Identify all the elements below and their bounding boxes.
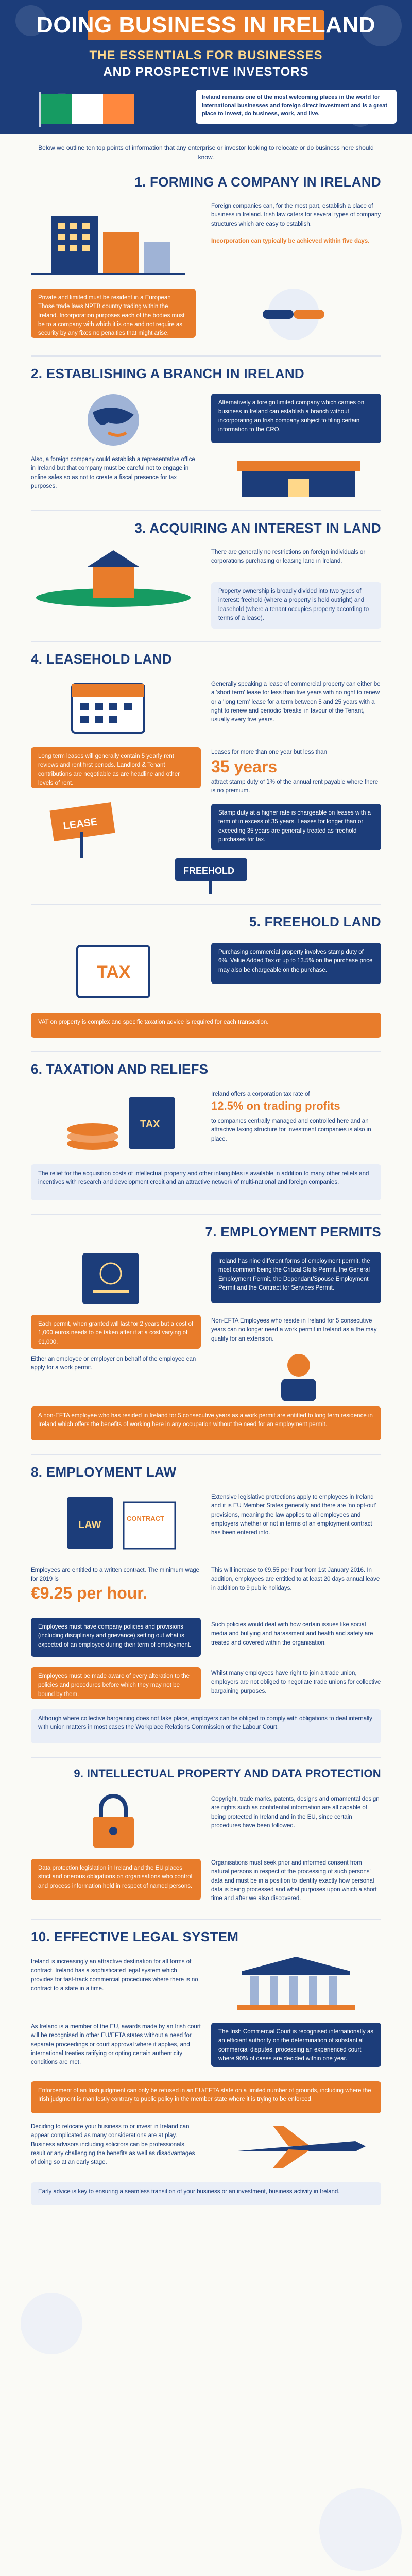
section-5-note: VAT on property is complex and specific taxation advice is required for each transaction. bbox=[31, 1013, 381, 1038]
section-4-title: 4. LEASEHOLD LAND bbox=[31, 651, 172, 667]
section-4-stat: 35 years bbox=[211, 757, 278, 776]
tax-label-2: TAX bbox=[140, 1118, 160, 1130]
page-subtitle-2: AND PROSPECTIVE INVESTORS bbox=[103, 65, 309, 79]
worker-illustration bbox=[221, 1350, 376, 1401]
section-7-callout: Ireland has nine different forms of employment permit, the most common being the Critical Skills Permit, the General Employment Permit, the Dependant/Spouse Employment Permit and the Contract for Services Permit. bbox=[211, 1252, 381, 1303]
section-6-title: 6. TAXATION AND RELIEFS bbox=[31, 1061, 209, 1077]
divider bbox=[31, 1919, 381, 1920]
contract-label: CONTRACT bbox=[127, 1515, 164, 1522]
land-illustration bbox=[31, 546, 196, 608]
globe-illustration bbox=[31, 392, 196, 448]
divider bbox=[31, 1757, 381, 1758]
intro-card: Ireland remains one of the most welcoming places in the world for international businesses and foreign direct investment and is a great place to invest, do business, work, and live. bbox=[196, 90, 397, 124]
section-1-heading bbox=[31, 174, 381, 198]
header-banner bbox=[0, 0, 412, 134]
section-4-lease-text-2: attract stamp duty of 1% of the annual rent payable where there is no premium. bbox=[211, 779, 379, 794]
ireland-flag-icon bbox=[31, 91, 160, 127]
handshake-illustration bbox=[216, 286, 371, 343]
page-subtitle-1: THE ESSENTIALS FOR BUSINESSES bbox=[89, 48, 323, 62]
section-10-callout: The Irish Commercial Court is recognised internationally as an efficient authority on the determination of substantial commercial disputes, processing an experienced court where 90% of cases are decided within one year. bbox=[211, 2023, 381, 2067]
section-10-title: 10. EFFECTIVE LEGAL SYSTEM bbox=[31, 1929, 239, 1944]
section-8-wage-text: Employees are entitled to a written contract. The minimum wage for 2019 is bbox=[31, 1567, 200, 1583]
freehold-sign-illustration bbox=[82, 855, 340, 896]
lease-label: LEASE bbox=[62, 816, 98, 833]
section-3-heading bbox=[31, 520, 381, 544]
divider bbox=[31, 1051, 381, 1052]
section-2-text: Also, a foreign company could establish a representative office in Ireland but that company must be careful not to engage in online sales so as not to create a fiscal presence for tax purposes. bbox=[31, 456, 195, 489]
section-4-heading bbox=[31, 651, 381, 675]
section-8-callout-2: Employees must be made aware of every alteration to the policies and procedures before which they may not be bound by them. bbox=[31, 1667, 201, 1699]
section-1-text: Foreign companies can, for the most part, establish a place of business in Ireland. Irish law caters for several types of company structures which are easy to establish. bbox=[211, 203, 381, 227]
divider bbox=[31, 1454, 381, 1455]
section-2-title: 2. ESTABLISHING A BRANCH IN IRELAND bbox=[31, 366, 304, 381]
divider bbox=[31, 641, 381, 642]
section-6-heading bbox=[31, 1061, 381, 1085]
section-8-text-4: Whilst many employees have right to join a trade union, employers are not obliged to negotiate trade unions for collective bargaining purposes. bbox=[211, 1670, 381, 1694]
section-10-callout-3: Early advice is key to ensuring a seamless transition of your business or an investment, business activity in Ireland. bbox=[31, 2182, 381, 2205]
coins-illustration bbox=[31, 1087, 196, 1154]
section-3-title: 3. ACQUIRING AN INTEREST IN LAND bbox=[134, 520, 381, 536]
section-7-text: Either an employee or employer on behalf of the employee can apply for a work permit. bbox=[31, 1356, 196, 1371]
divider bbox=[31, 510, 381, 511]
section-8-callout: Employees must have company policies and provisions (including disciplinary and grievance) setting out what is expected of an employee during their term of employment. bbox=[31, 1618, 201, 1657]
section-2-callout: Alternatively a foreign limited company which carries on business in Ireland can establish a branch without incorporating an Irish company subject to filing certain information to the CRO. bbox=[211, 394, 381, 443]
courthouse-illustration bbox=[211, 1956, 381, 2012]
intro-text: Below we outline ten top points of information that any enterprise or investor looking to relocate or do business here should know. bbox=[38, 144, 374, 161]
section-4-callout-2: Stamp duty at a higher rate is chargeable on leases with a term of in excess of 35 years. Leases for longer than or exceeding 35 years are generally treated as freehold purchases for tax. bbox=[211, 804, 381, 850]
section-7-title: 7. EMPLOYMENT PERMITS bbox=[205, 1224, 381, 1240]
section-8-heading bbox=[31, 1464, 381, 1488]
passport-illustration bbox=[31, 1250, 196, 1307]
page-title: DOING BUSINESS IN IRELAND bbox=[37, 12, 375, 38]
section-1-title: 1. FORMING A COMPANY IN IRELAND bbox=[134, 174, 381, 190]
divider bbox=[31, 1214, 381, 1215]
section-3-callout: Property ownership is broadly divided into two types of interest: freehold (where a property is held outright) and leasehold (where a tenant occupies property according to terms of a lease). bbox=[211, 582, 381, 629]
law-book-illustration bbox=[31, 1492, 196, 1554]
section-6-callout: The relief for the acquisition costs of intellectual property and other intangibles is available in addition to many other reliefs and incentives with research and development credit and an attractive network of multi-national and foreign companies. bbox=[31, 1164, 381, 1200]
section-3-text: There are generally no restrictions on foreign individuals or corporations purchasing or leasing land in Ireland. bbox=[211, 549, 366, 565]
section-7-text-2: Non-EFTA Employees who reside in Ireland for 5 consecutive years can no longer need a work permit in Ireland as a the may qualify for an extension. bbox=[211, 1318, 377, 1342]
tax-label: TAX bbox=[97, 962, 131, 982]
section-4-text: Generally speaking a lease of commercial property can either be a 'short term' lease for less than five years with no right to renew or a 'long term' lease for a term between 5 and 25 years with a right to renew and periodic 'breaks' in favour of the Tenant, usually every five years. bbox=[211, 681, 381, 723]
section-5-heading bbox=[31, 914, 381, 938]
divider bbox=[31, 355, 381, 357]
section-1-highlight: Incorporation can typically be achieved within five days. bbox=[211, 238, 370, 244]
section-1-callout: Private and limited must be resident in a European Those trade laws NPTB country trading within the Ireland. Incorporation purposes each of the bodies must be to a company with which it is one and not require as security by any fixes no penalties that might arise. bbox=[31, 289, 196, 338]
section-10-heading bbox=[31, 1929, 381, 1953]
section-10-text-2: As Ireland is a member of the EU, awards made by an Irish court will be recognised in other EU/EFTA states without a need for separate proceedings or court approval where it applies, and international treaties ratifying or opting certain authenticity conditions are met. bbox=[31, 2024, 201, 2065]
section-7-heading bbox=[31, 1224, 381, 1248]
section-10-text: Ireland is increasingly an attractive destination for all forms of contract. Ireland has a sophisticated legal system which provides for fast-track commercial procedures where there is no contract to a state in a time. bbox=[31, 1959, 198, 1992]
section-8-text-2: This will increase to €9.55 per hour from 1st January 2016. In addition, employees are entitled to at least 20 days annual leave in addition to 9 public holidays. bbox=[211, 1567, 380, 1591]
law-label: LAW bbox=[78, 1519, 101, 1531]
section-10-text-3: Deciding to relocate your business to or invest in Ireland can appear complicated as many considerations are at play. Business advisors including solicitors can be professionals, result or any challenging the benefits as well as disadvantages of doing so at an early stage. bbox=[31, 2124, 195, 2165]
section-8-title: 8. EMPLOYMENT LAW bbox=[31, 1464, 177, 1480]
section-8-text-3: Such policies would deal with how certain issues like social media and bullying and harassment and health and safety are treated and covered within the organisation. bbox=[211, 1622, 373, 1646]
section-9-callout: Data protection legislation in Ireland and the EU places strict and onerous obligations on organisations who control and process information held in respect of named persons. bbox=[31, 1859, 201, 1900]
tax-illustration bbox=[31, 941, 196, 1003]
section-6-text: Ireland offers a corporation tax rate of bbox=[211, 1091, 310, 1097]
lease-sign-illustration bbox=[31, 796, 201, 858]
section-5-callout: Purchasing commercial property involves stamp duty of 6%. Value Added Tax of up to 13.5% on the purchase price may also be chargeable on the purchase. bbox=[211, 943, 381, 984]
section-6-stat: 12.5% on trading profits bbox=[211, 1099, 340, 1112]
section-6-text-2: to companies centrally managed and controlled here and an attractive taxing structure for investment companies is also in place. bbox=[211, 1118, 371, 1142]
section-2-heading bbox=[31, 366, 381, 389]
section-9-heading bbox=[31, 1767, 381, 1791]
section-8-wage-stat: €9.25 per hour. bbox=[31, 1584, 147, 1602]
section-9-title: 9. INTELLECTUAL PROPERTY AND DATA PROTECTION bbox=[74, 1767, 381, 1780]
section-7-callout-3: A non-EFTA employee who has resided in Ireland for 5 consecutive years as a work permit are entitled to long term residence in Ireland which offers the benefits of working here in any occupation without the need for an employment permit. bbox=[31, 1406, 381, 1440]
calendar-illustration bbox=[31, 679, 185, 736]
office-building-illustration bbox=[31, 201, 185, 278]
section-7-callout-2: Each permit, when granted will last for 2 years but a cost of 1,000 euros needs to be taken after it at a cost varying of €1,000. bbox=[31, 1315, 201, 1349]
lock-illustration bbox=[31, 1793, 196, 1850]
section-9-text: Copyright, trade marks, patents, designs and ornamental design are rights such as confidential information are all capable of being protected in Ireland and in the EU, since certain procedures have been followed. bbox=[211, 1796, 380, 1829]
section-8-callout-3: Although where collective bargaining does not take place, employers can be obliged to comply with obligations to deal internally with union matters in most cases the Workplace Relations Commission or the Labour Court. bbox=[31, 1709, 381, 1743]
section-8-text: Extensive legislative protections apply to employees in Ireland and it is EU Member States generally and there are 'no opt-out' provisions, meaning the law applies to all employees and employers whether or not in terms of an employment contract has been entered into. bbox=[211, 1494, 376, 1536]
decorative-background bbox=[0, 2221, 412, 2576]
freehold-label: FREEHOLD bbox=[183, 866, 234, 876]
section-9-text-2: Organisations must seek prior and informed consent from natural persons in respect of the processing of such persons' data and must be in a position to identify exactly how personal data is being processed and what purposes upon which a short time and after we also discovered. bbox=[211, 1860, 377, 1902]
section-4-callout: Long term leases will generally contain 5 yearly rent reviews and rent first periods. Landlord & Tenant contributions are negotiable as are headline and other levels of rent. bbox=[31, 747, 201, 788]
store-illustration bbox=[221, 453, 376, 500]
section-10-callout-2: Enforcement of an Irish judgment can only be refused in an EU/EFTA state on a limited number of grounds, including where the Irish judgment is manifestly contrary to public policy in the member state where it is trying to be enforced. bbox=[31, 2081, 381, 2113]
section-5-title: 5. FREEHOLD LAND bbox=[249, 914, 381, 929]
divider bbox=[31, 904, 381, 905]
plane-illustration bbox=[221, 2121, 376, 2172]
section-4-lease-text: Leases for more than one year but less than bbox=[211, 749, 328, 755]
